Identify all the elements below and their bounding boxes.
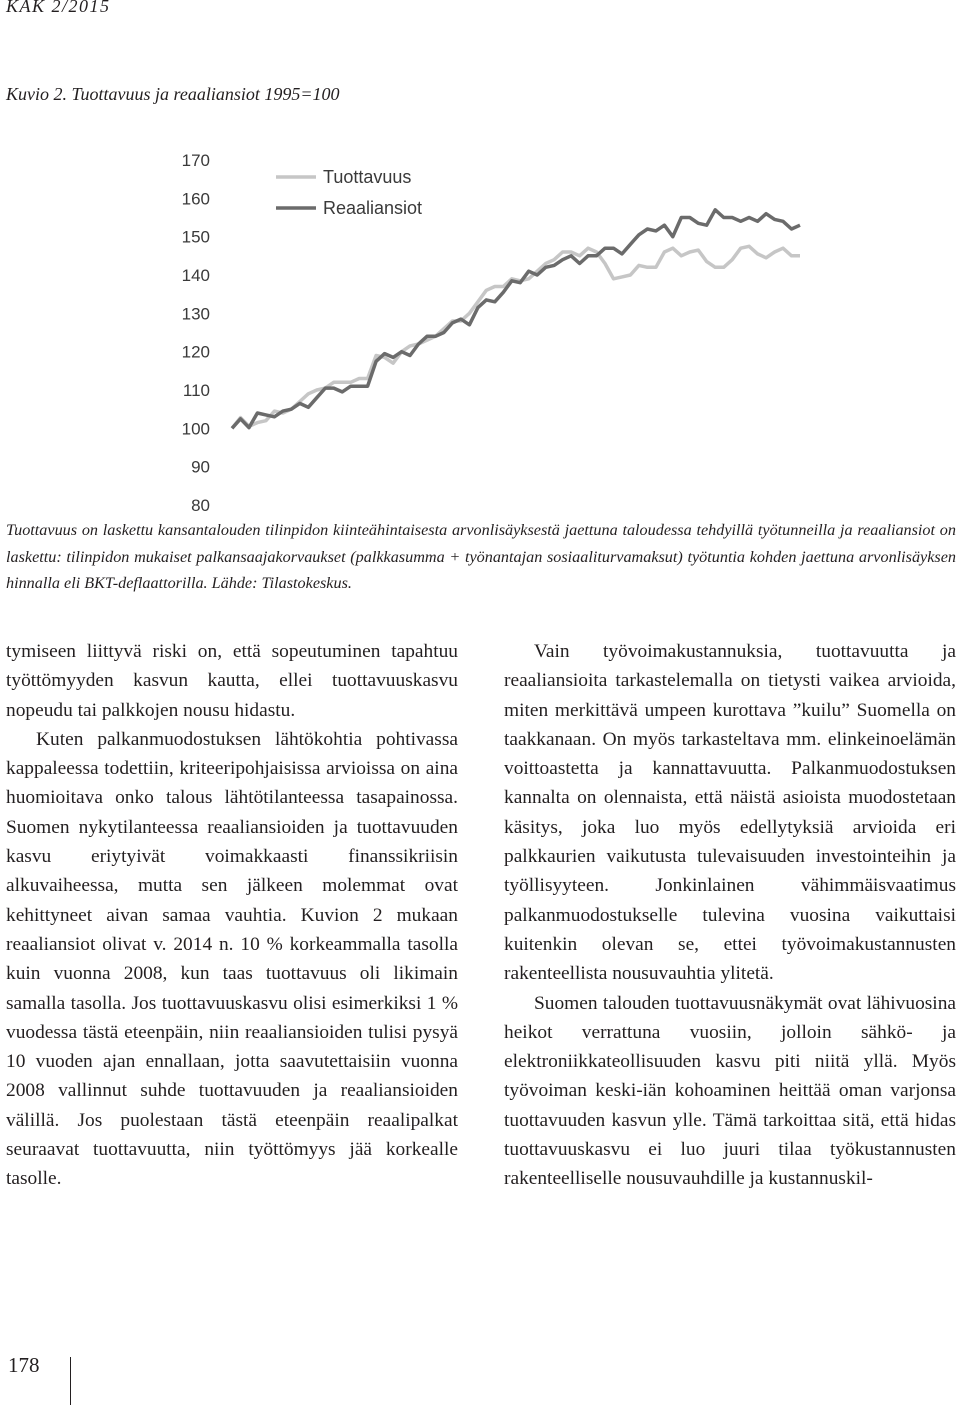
line-chart [0, 140, 820, 515]
y-tick-label: 170 [181, 151, 210, 170]
chart-series [232, 210, 800, 428]
y-tick-label: 160 [181, 189, 210, 209]
y-tick-label: 150 [181, 227, 210, 247]
right-column [504, 637, 956, 1194]
y-tick-label: 140 [181, 266, 210, 285]
paragraph: tymiseen liittyvä riski on, että sopeutuminen tapahtuu työttömyyden kasvun kautta, ellei tuottavuuskasvu nopeudu tai palkkojen nousu hidastu. [6, 641, 458, 721]
y-tick-label: 110 [182, 381, 210, 400]
page-number-divider [70, 1357, 71, 1405]
running-head: KAK 2/2015 [6, 0, 111, 16]
figure-caption: Tuottavuus on laskettu kansantalouden tilinpidon kiinteähintaisesta arvonlisäyksestä jaettuna taloudessa tehdyillä työtunneilla ja reaaliansiot on laskettu: tilinpidon mukaiset palkansaajakorvaukset (palkkasumma + työnantajan sosiaaliturvamaksut) työtuntia kohden jaettuna arvonlisäyksen hinnalla eli BKT-deflaattorilla. Lähde: Tilastokeskus. [6, 521, 956, 592]
legend-label: Reaaliansiot [323, 198, 423, 218]
y-tick-label: 100 [181, 419, 210, 439]
y-tick-label: 120 [181, 342, 210, 362]
paragraph: Suomen talouden tuottavuusnäkymät ovat lähivuosina heikot verrattuna vuosiin, jolloin sähkö- ja elektroniikkateollisuuden kasvu piti niitä yllä. Myös työvoiman keski-iän kohoaminen heittää oman varjonsa tuottavuuden kasvun ylle. Tämä tarkoittaa sitä, että hidas tuottavuuskasvu ei luo juuri tilaa työkustannusten rakenteelliselle nousuvauhdille ja kustannuskil- [504, 992, 956, 1190]
series-line-tuottavuus [232, 246, 800, 428]
legend-label: Tuottavuus [323, 167, 412, 187]
left-column [6, 637, 458, 1194]
paragraph: Vain työvoimakustannuksia, tuottavuutta ja reaaliansioita tarkastelemalla on tietysti vaikea arvioida, miten merkittävä umpeen kurottava ”kuilu” Suomella on taakkanaan. On myös tarkasteltava mm. elinkeinoelämän voittoastetta ja kannattavuutta. Palkanmuodostuksen kannalta on olennaista, että näistä asioista muodostetaan käsitys, joka luo myös edellytyksiä arvioida eri palkkaurien vaikutusta tulevaisuuden investointeihin ja työllisyyteen. Jonkinlainen vähimmäisvaatimus palkanmuodostukselle tulevina vuosina vaikuttaisi kuitenkin olevan se, ettei työvoimakustannusten rakenteellista nousuvauhtia ylitetä. [504, 641, 956, 985]
chart-legend [276, 167, 422, 218]
series-line-reaaliansiot [232, 210, 800, 428]
y-tick-label: 90 [191, 457, 210, 477]
figure-title: Kuvio 2. Tuottavuus ja reaaliansiot 1995=100 [6, 84, 340, 104]
y-tick-label: 130 [181, 304, 210, 324]
y-axis-ticks [182, 151, 210, 515]
page-number: 178 [8, 1353, 40, 1377]
y-tick-label: 80 [191, 496, 210, 515]
paragraph: Kuten palkanmuodostuksen lähtökohtia pohtivassa kappaleessa todettiin, kriteeripohjaisissa arvioissa on aina huomioitava onko talous lähtötilanteessa tasapainossa. Suomen nykytilanteessa reaaliansioiden ja tuottavuuden kasvu eriytyivät voimakkaasti finanssikriisin alkuvaiheessa, mutta sen jälkeen molemmat ovat kehittyneet aivan samaa vauhtia. Kuvion 2 mukaan reaaliansiot olivat v. 2014 n. 10 % korkeammalla tasolla kuin vuonna 2008, kun taas tuottavuus oli likimain samalla tasolla. Jos tuottavuuskasvu olisi esimerkiksi 1 % vuodessa tästä eteenpäin, niin reaaliansioiden tulisi pysyä 10 vuoden ajan ennallaan, jotta saavutettaisiin vuonna 2008 vallinnut suhde tuottavuuden ja reaaliansioiden välillä. Jos puolestaan tästä eteenpäin reaalipalkat seuraavat tuottavuutta, niin työttömyys jää korkealle tasolle. [6, 728, 458, 1190]
